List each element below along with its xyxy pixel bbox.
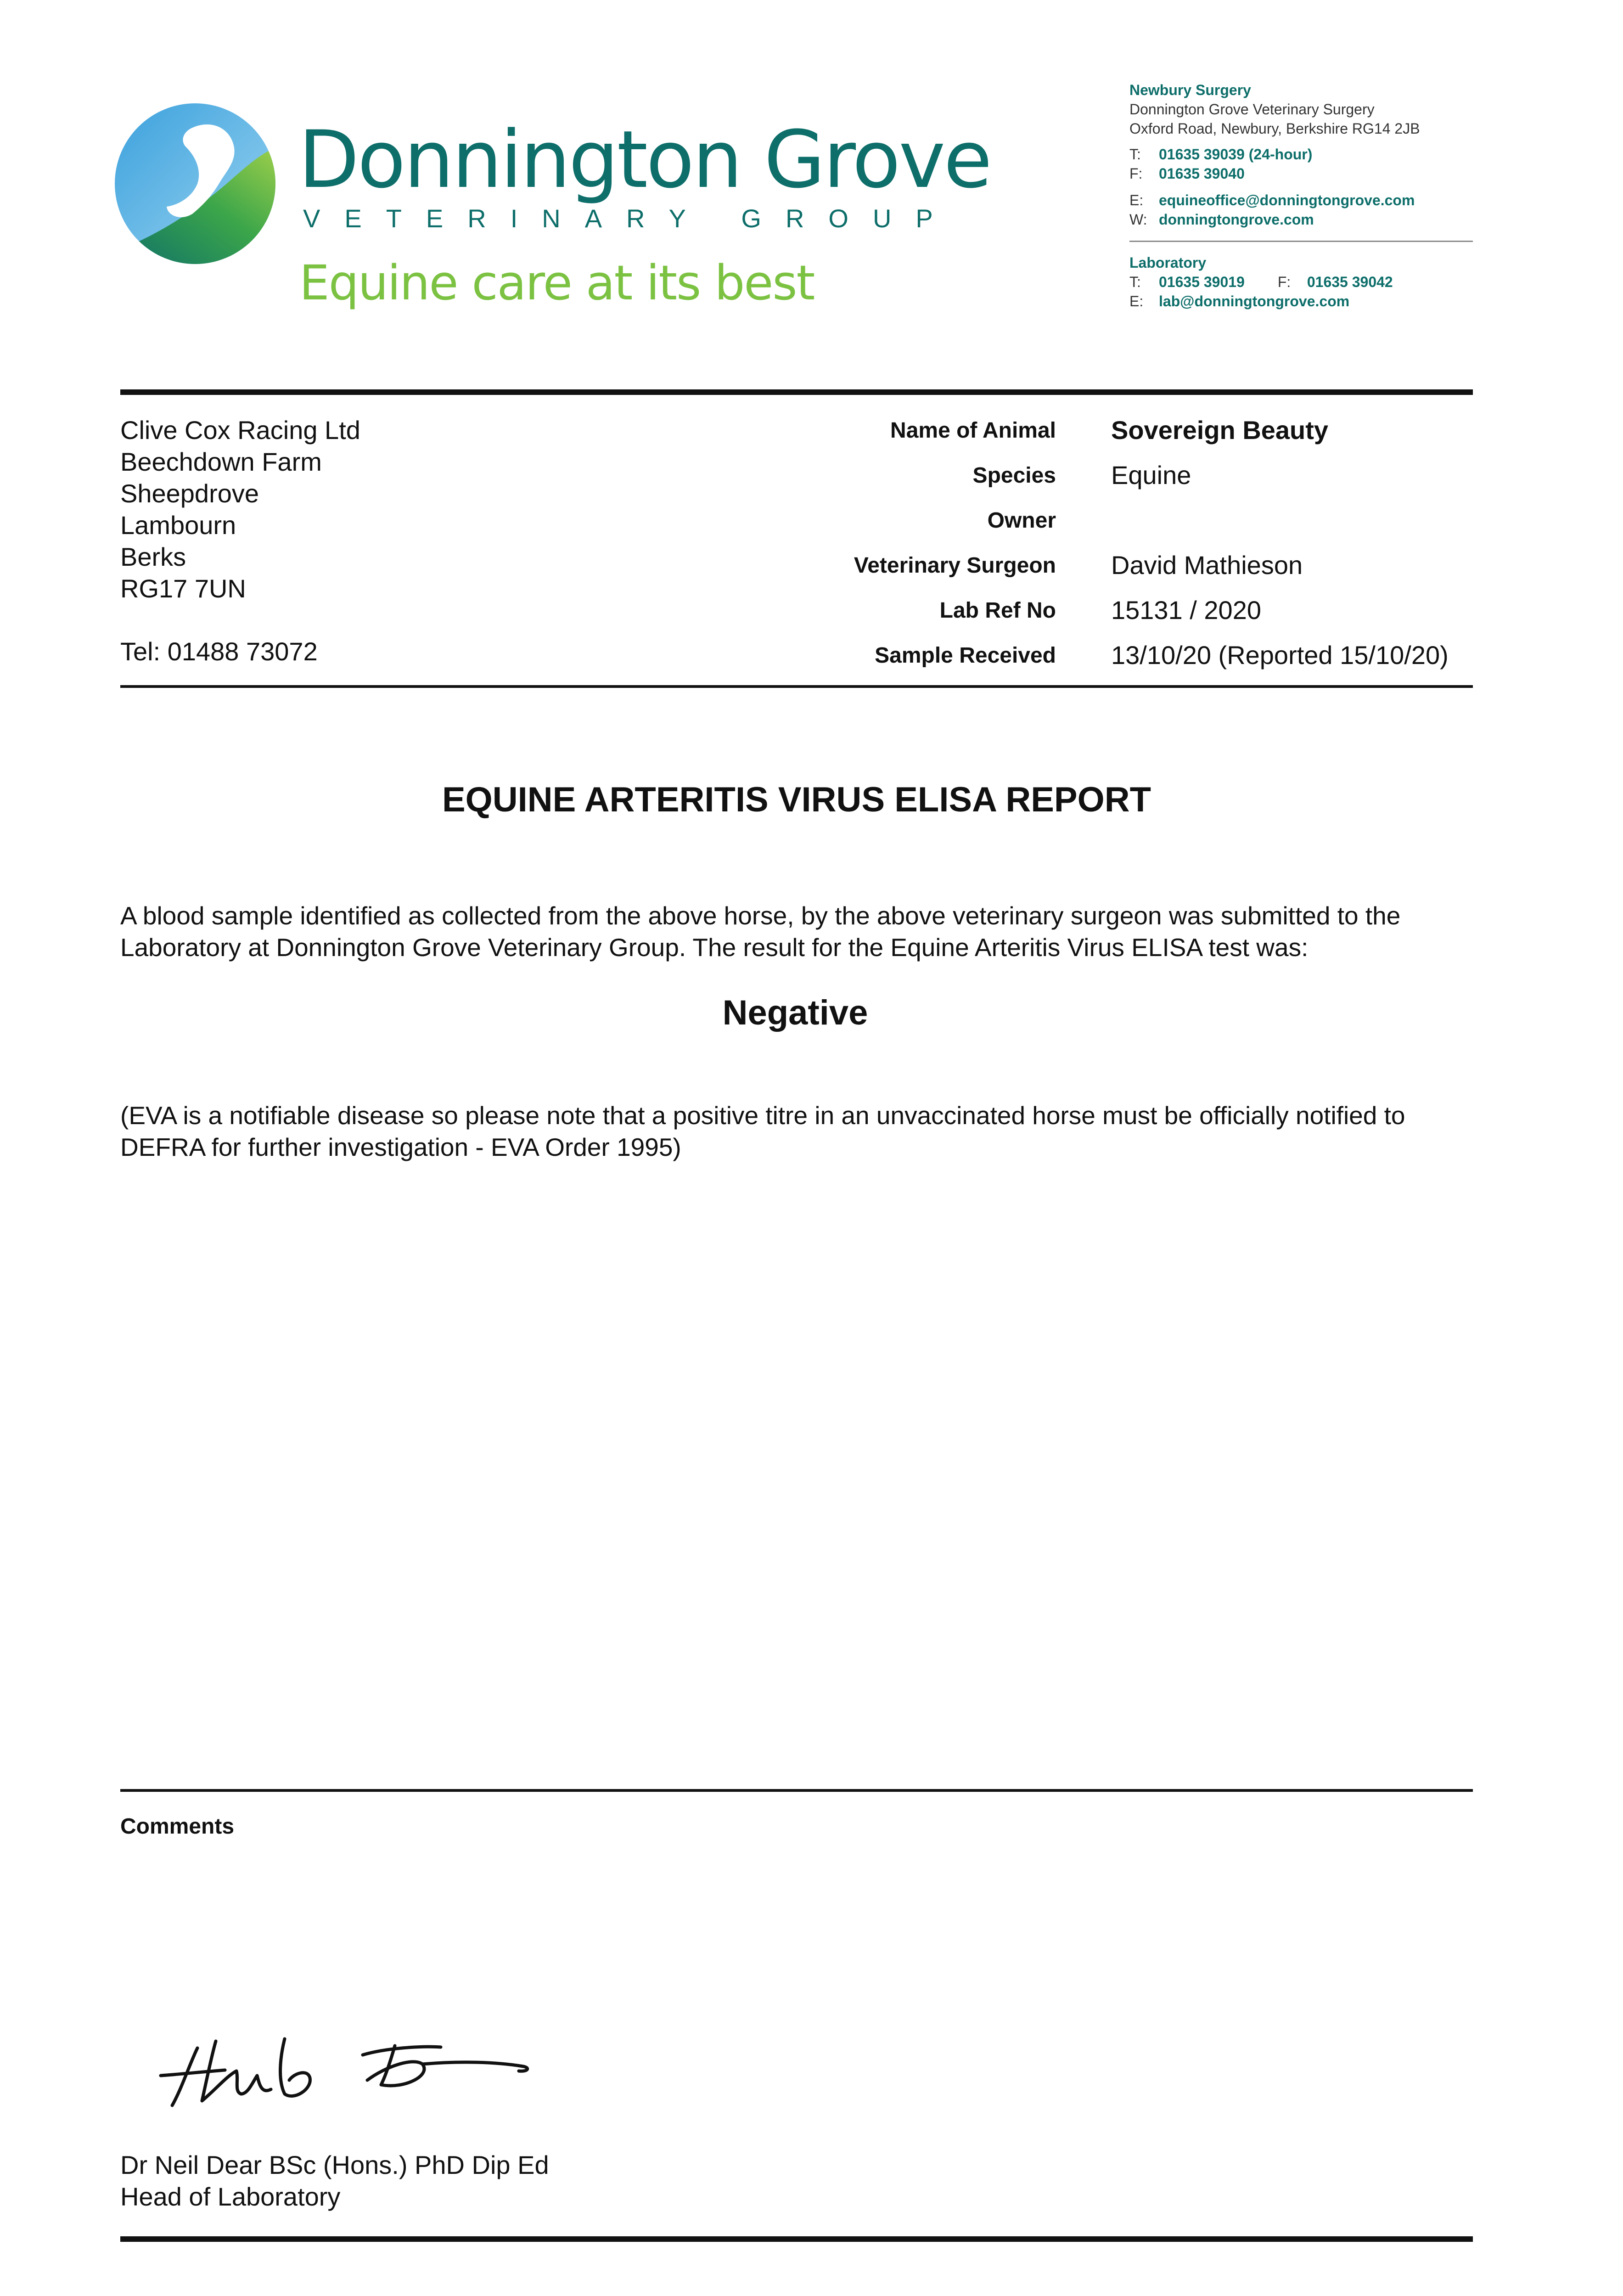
- detail-row-species: [781, 458, 1515, 495]
- comments-rule: [120, 1789, 1473, 1792]
- client-address: [120, 414, 360, 604]
- details-rule: [120, 685, 1473, 688]
- client-tel: Tel: 01488 73072: [120, 637, 318, 666]
- detail-label: Sample Received: [875, 643, 1056, 668]
- detail-row-labref: [781, 593, 1515, 630]
- detail-row-owner: [781, 503, 1515, 540]
- detail-row-name: [781, 413, 1515, 450]
- report-intro: A blood sample identified as collected from the above horse, by the above veterinary surgeon was submitted to the Laboratory at Donnington Grove Veterinary Group. The result for the Equine Arteritis Virus ELISA test was:: [120, 901, 1401, 962]
- surgery-fax: F: 01635 39040: [1129, 165, 1245, 182]
- surgery-website[interactable]: W: donningtongrove.com: [1129, 211, 1314, 228]
- comments-label: Comments: [120, 1814, 235, 1839]
- detail-row-received: [781, 638, 1515, 675]
- surgery-address-line2: Oxford Road, Newbury, Berkshire RG14 2JB: [1129, 120, 1420, 137]
- surgery-tel: T: 01635 39039 (24-hour): [1129, 146, 1313, 163]
- brand-subtitle: VETERINARY GROUP: [303, 204, 957, 233]
- handwritten-signature: [147, 2020, 542, 2112]
- notifiable-disease-note: (EVA is a notifiable disease so please note that a positive titre in an unvaccinated horse must be officially notified to DEFRA for further investigation - EVA Order 1995): [120, 1101, 1405, 1161]
- signer-name: Dr Neil Dear BSc (Hons.) PhD Dip Ed: [120, 2150, 549, 2179]
- address-line: Sheepdrove: [120, 479, 259, 508]
- signer-role: Head of Laboratory: [120, 2182, 341, 2211]
- donnington-grove-logo-icon: [112, 101, 278, 266]
- footer-rule: [120, 2236, 1473, 2242]
- detail-label: Lab Ref No: [939, 598, 1056, 623]
- header-rule: [120, 389, 1473, 395]
- address-line: RG17 7UN: [120, 574, 246, 603]
- test-result: Negative: [722, 993, 868, 1032]
- laboratory-heading: Laboratory: [1129, 254, 1207, 271]
- brand-tagline: Equine care at its best: [299, 255, 814, 311]
- detail-label: Veterinary Surgeon: [854, 553, 1056, 578]
- brand-name: Donnington Grove: [298, 113, 991, 206]
- detail-label: Owner: [987, 508, 1056, 533]
- lab-ref-number: 15131 / 2020: [1111, 596, 1261, 625]
- signer-block: [120, 2149, 549, 2212]
- contact-divider: [1129, 241, 1473, 242]
- detail-label: Species: [972, 463, 1056, 488]
- address-line: Berks: [120, 542, 186, 571]
- detail-row-vet: [781, 548, 1515, 585]
- address-line: Lambourn: [120, 511, 236, 540]
- laboratory-email[interactable]: E: lab@donningtongrove.com: [1129, 293, 1350, 310]
- laboratory-phone-fax: T: 01635 39019 F: 01635 39042: [1129, 274, 1393, 290]
- animal-name: Sovereign Beauty: [1111, 416, 1329, 445]
- sample-received: 13/10/20 (Reported 15/10/20): [1111, 641, 1449, 670]
- veterinary-surgeon: David Mathieson: [1111, 551, 1303, 580]
- report-title: EQUINE ARTERITIS VIRUS ELISA REPORT: [442, 780, 1151, 819]
- surgery-email[interactable]: E: equineoffice@donningtongrove.com: [1129, 192, 1415, 208]
- surgery-heading: Newbury Surgery: [1129, 82, 1251, 98]
- animal-species: Equine: [1111, 461, 1191, 490]
- address-line: Beechdown Farm: [120, 447, 322, 476]
- detail-label: Name of Animal: [890, 418, 1056, 443]
- address-line: Clive Cox Racing Ltd: [120, 416, 360, 445]
- surgery-address-line1: Donnington Grove Veterinary Surgery: [1129, 101, 1375, 118]
